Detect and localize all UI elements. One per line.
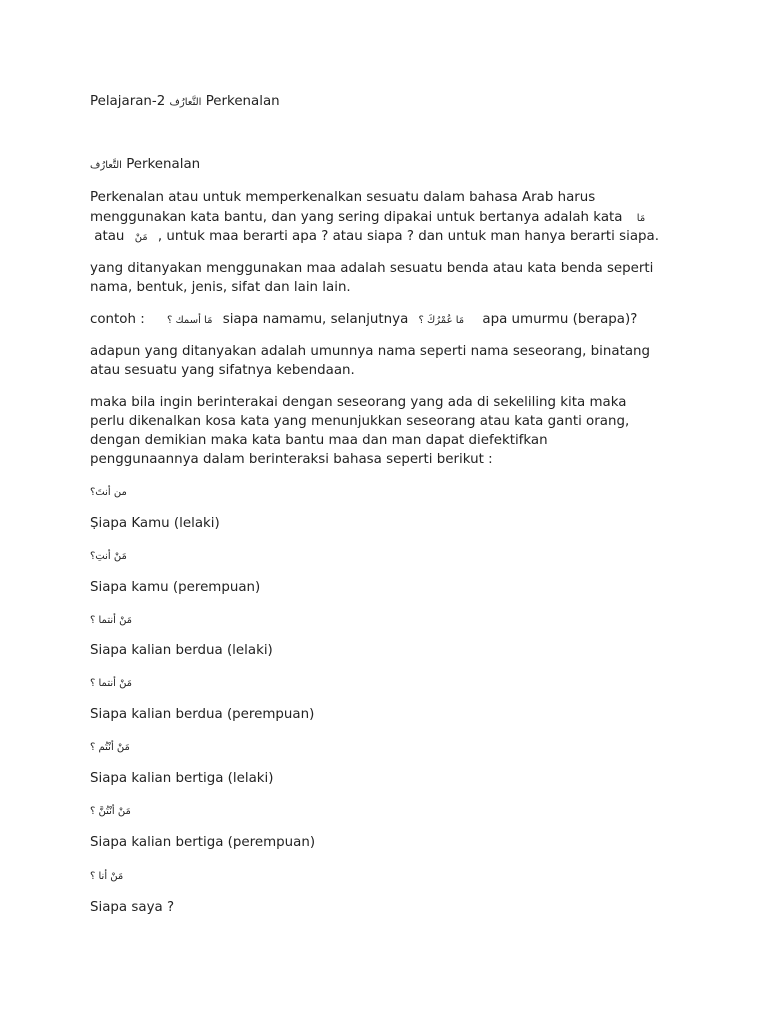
example-arabic: مَنْ أنْتُنَّ ؟ bbox=[90, 806, 131, 817]
paragraph-3-line-2: atau sesuatu yang sifatnya kebendaan. bbox=[90, 363, 355, 378]
example-meaning-2: apa umurmu (berapa)? bbox=[482, 312, 638, 327]
document-header bbox=[90, 92, 280, 112]
example-arabic: من أنتَ؟ bbox=[90, 487, 127, 498]
paragraph-1-line-2-text: menggunakan kata bantu, dan yang sering dipakai untuk bertanya adalah kata bbox=[90, 210, 623, 225]
paragraph-2-line-2: nama, bentuk, jenis, sifat dan lain lain. bbox=[90, 280, 351, 295]
paragraph-4-line-1: maka bila ingin berinterakai dengan seseorang yang ada di sekeliling kita maka bbox=[90, 395, 627, 410]
paragraph-4-line-2: perlu dikenalkan kosa kata yang menunjukkan seseorang atau kata ganti orang, bbox=[90, 414, 630, 429]
paragraph-1-line-1: Perkenalan atau untuk memperkenalkan sesuatu dalam bahasa Arab harus bbox=[90, 190, 596, 205]
paragraph-3-line-1: adapun yang ditanyakan adalah umunnya nama seperti nama seseorang, binatang bbox=[90, 344, 651, 359]
example-arabic: مَنْ أنتِ؟ bbox=[90, 551, 127, 562]
paragraph-1-line-3-rest: , untuk maa berarti apa ? atau siapa ? dan untuk man hanya berarti siapa. bbox=[157, 229, 659, 244]
arabic-maa: مَا bbox=[636, 213, 646, 224]
example-arabic-2: مَا عُمْرُكَ ؟ bbox=[418, 315, 465, 326]
example-meaning: Siapa saya ? bbox=[90, 900, 175, 915]
example-meaning: Siapa kalian bertiga (perempuan) bbox=[90, 835, 316, 850]
example-arabic: مَنْ أنتما ؟ bbox=[90, 678, 133, 689]
atau-word: atau bbox=[94, 229, 125, 244]
section-title bbox=[90, 155, 200, 175]
example-meaning-1: siapa namamu, selanjutnya bbox=[222, 312, 409, 327]
example-arabic: مَنْ أنا ؟ bbox=[90, 871, 124, 882]
arabic-man: مَنْ bbox=[134, 232, 148, 243]
example-meaning: Siapa kamu (perempuan) bbox=[90, 580, 261, 595]
paragraph-1-line-2 bbox=[90, 208, 645, 228]
example-label: contoh : bbox=[90, 312, 145, 327]
section-title-arabic: التَّعارُف bbox=[90, 160, 122, 171]
example-meaning: Siapa kalian berdua (lelaki) bbox=[90, 643, 273, 658]
example-arabic: مَنْ أنتما ؟ bbox=[90, 615, 133, 626]
example-meaning: Siapa kalian bertiga (lelaki) bbox=[90, 771, 274, 786]
paragraph-2-line-1: yang ditanyakan menggunakan maa adalah sesuatu benda atau kata benda seperti bbox=[90, 261, 654, 276]
paragraph-1-line-3 bbox=[90, 227, 659, 247]
example-arabic-1: مَا أسمك ؟ bbox=[167, 315, 213, 326]
header-suffix: Perkenalan bbox=[205, 94, 280, 109]
header-prefix: Pelajaran-2 bbox=[90, 94, 166, 109]
example-meaning: Siapa kalian berdua (perempuan) bbox=[90, 707, 315, 722]
paragraph-4-line-4: penggunaannya dalam berinteraksi bahasa seperti berikut : bbox=[90, 452, 493, 467]
example-arabic: مَنْ أنْتُم ؟ bbox=[90, 742, 130, 753]
example-meaning: Ṣiapa Kamu (lelaki) bbox=[90, 516, 220, 531]
header-arabic: التَّعارُف bbox=[169, 97, 202, 108]
section-title-text: Perkenalan bbox=[126, 157, 201, 172]
paragraph-4-line-3: dengan demikian maka kata bantu maa dan man dapat diefektifkan bbox=[90, 433, 548, 448]
example-line bbox=[90, 310, 637, 330]
